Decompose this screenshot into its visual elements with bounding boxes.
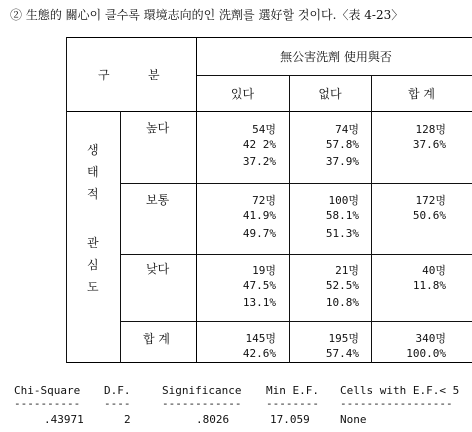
- stat-header-cells: Cells with E.F.< 5: [340, 384, 460, 397]
- cell-row-pct: 42 2%: [242, 138, 276, 151]
- cell-count: 145명: [245, 332, 276, 345]
- stat-value-cells: None: [340, 413, 367, 426]
- stat-dash: ----------: [14, 397, 81, 410]
- cell-row-pct: 37.6%: [412, 138, 446, 151]
- cell-count: 54명: [252, 123, 276, 136]
- stat-value-sig: .8026: [196, 413, 230, 426]
- cell-row-pct: 52.5%: [325, 279, 359, 292]
- cell-col-pct: 10.8%: [325, 296, 359, 309]
- row-label-total: 합 계: [143, 332, 170, 346]
- stat-header-chi: Chi-Square: [14, 384, 81, 397]
- stat-dash: --------: [266, 397, 319, 410]
- row-group-char: 도: [87, 280, 99, 294]
- stat-value-chi: .43971: [44, 413, 84, 426]
- stat-value-df: 2: [124, 413, 131, 426]
- table-bottom-rule: [66, 362, 472, 363]
- stat-header-sig: Significance: [162, 384, 242, 397]
- cell-count: 19명: [252, 264, 276, 277]
- group-rule: [120, 111, 121, 363]
- row-group-char: 태: [87, 165, 99, 179]
- col-rule-2: [371, 75, 372, 363]
- cell-count: 172명: [415, 194, 446, 207]
- stat-header-minef: Min E.F.: [266, 384, 319, 397]
- col-header-total: 합 계: [408, 87, 435, 101]
- header-rule: [66, 111, 472, 112]
- row-group-char: 관: [87, 236, 99, 250]
- row-group-char: 적: [87, 187, 99, 201]
- cross-table: [66, 37, 472, 363]
- cell-count: 100명: [328, 194, 359, 207]
- stat-dash: ------------: [162, 397, 242, 410]
- col-rule-1: [289, 75, 290, 363]
- row-group-char: 심: [87, 258, 99, 272]
- row-label-high: 높다: [146, 121, 170, 135]
- corner-label-2: 분: [148, 68, 160, 82]
- table-top-rule: [66, 37, 472, 38]
- cell-row-pct: 41.9%: [242, 209, 276, 222]
- col-header-yes: 있다: [230, 87, 255, 101]
- row-label-low: 낮다: [146, 262, 170, 276]
- stat-header-df: D.F.: [104, 384, 131, 397]
- heading: ② 生態的 關心이 클수록 環境志向的인 洗劑를 選好할 것이다.〈表 4-23〉: [10, 8, 404, 22]
- col-group-header: 無公害洗劑 使用與否: [280, 50, 392, 64]
- cell-count: 72명: [252, 194, 276, 207]
- corner-label-1: 구: [98, 68, 110, 82]
- stat-dash: -----------------: [340, 397, 453, 410]
- cell-row-pct: 11.8%: [412, 279, 446, 292]
- cell-row-pct: 57.8%: [325, 138, 359, 151]
- row-group-char: 생: [87, 143, 99, 157]
- cell-col-pct: 37.2%: [242, 155, 276, 168]
- cell-count: 340명: [415, 332, 446, 345]
- cell-count: 40명: [422, 264, 446, 277]
- row-label-mid: 보통: [146, 193, 170, 207]
- col-header-no: 없다: [318, 87, 342, 101]
- left-rule: [66, 37, 67, 363]
- stat-dash: ----: [104, 397, 131, 410]
- cell-row-pct: 58.1%: [325, 209, 359, 222]
- stat-value-minef: 17.059: [270, 413, 310, 426]
- cell-count: 195명: [328, 332, 359, 345]
- row-rule-1: [120, 183, 472, 184]
- cell-row-pct: 47.5%: [242, 279, 276, 292]
- cell-col-pct: 51.3%: [325, 227, 359, 240]
- row-rule-2: [120, 254, 472, 255]
- colgroup-rule: [196, 75, 472, 76]
- cell-col-pct: 37.9%: [325, 155, 359, 168]
- cell-row-pct: 100.0%: [406, 347, 446, 360]
- cell-count: 74명: [335, 123, 359, 136]
- cell-row-pct: 42.6%: [242, 347, 276, 360]
- cell-count: 128명: [415, 123, 446, 136]
- cell-col-pct: 13.1%: [242, 296, 276, 309]
- row-rule-3: [120, 321, 472, 322]
- cell-col-pct: 49.7%: [242, 227, 276, 240]
- cell-count: 21명: [335, 264, 359, 277]
- cell-row-pct: 57.4%: [325, 347, 359, 360]
- cell-row-pct: 50.6%: [412, 209, 446, 222]
